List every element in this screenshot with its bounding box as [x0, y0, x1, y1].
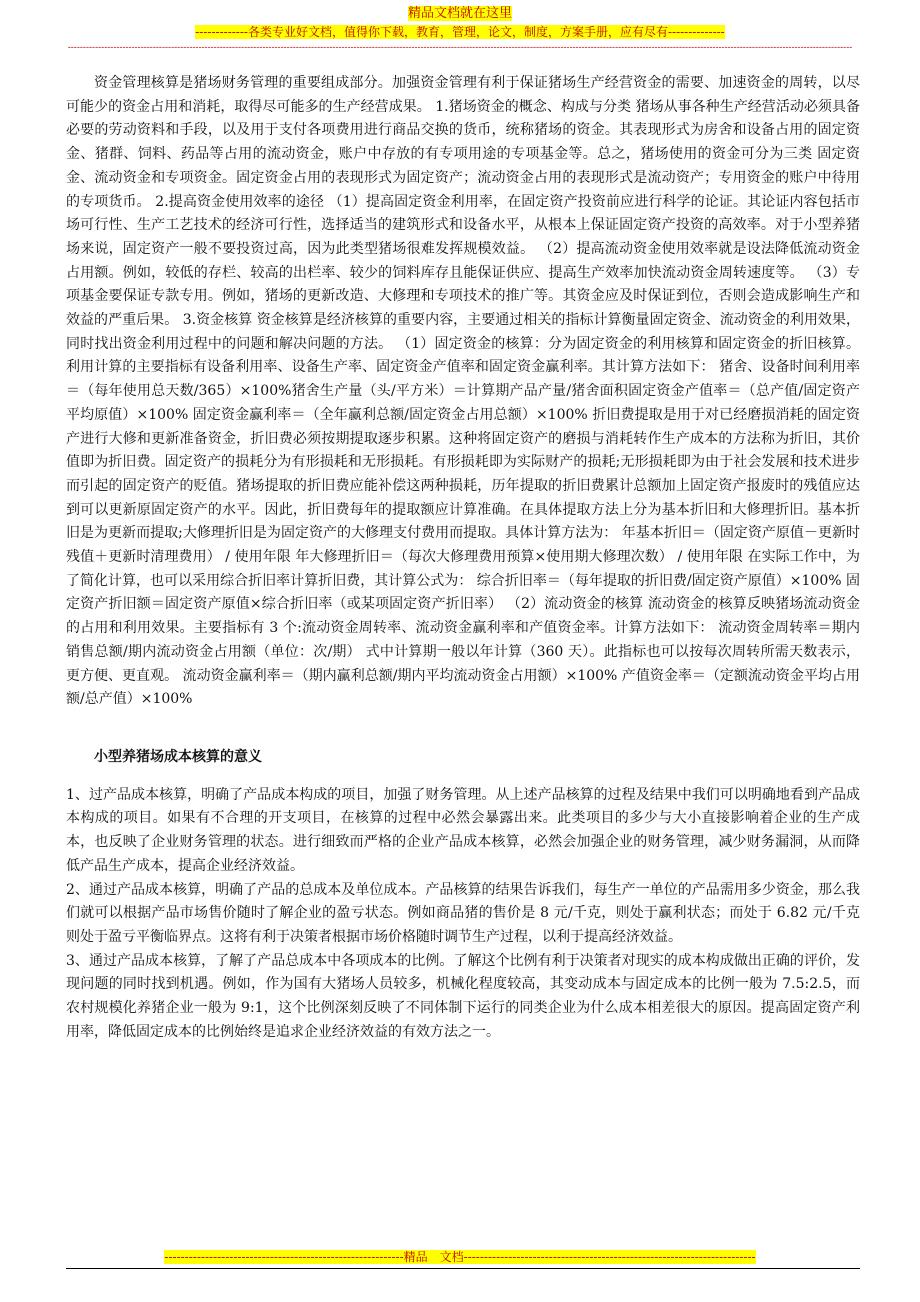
footer-text: -----------------------------------------------------------精品 文档------------------------------------------------------------------------: [164, 1250, 756, 1264]
section-paragraph-1: 1、过产品成本核算，明确了产品成本构成的项目，加强了财务管理。从上述产品核算的过程及结果中我们可以明确地看到产品成本构成的项目。如果有不合理的开支项目，在核算的过程中必然会暴露出来。此类项目的多少与大小直接影响着企业的生产成本，也反映了企业财务管理的状态。进行细致而严格的企业产品成本核算，必然会加强企业的财务管理，减少财务漏洞，从而降低产品生产成本，提高企业经济效益。: [66, 786, 860, 874]
document-body: [66, 72, 860, 1044]
spacer: [66, 712, 860, 736]
footer: [0, 1250, 920, 1264]
section-paragraph-3: 3、通过产品成本核算，了解了产品总成本中各项成本的比例。了解这个比例有利于决策者对现实的成本构成做出正确的评价，发现问题的同时找到机遇。例如，作为国有大猪场人员较多，机械化程度较高，其变动成本与固定成本的比例一般为 7.5:2.5，而农村规模化养猪企业一般为 9:1，这个比例深刻反映了不同体制下运行的同类企业为什么成本相差很大的原因。提高固定资产利用率，降低固定成本的比例始终是追求企业经济效益的有效方法之一。: [66, 952, 860, 1040]
banner-subtitle: [0, 24, 920, 40]
footer-divider: [66, 1268, 860, 1269]
banner-title-text: 精品文档就在这里: [407, 6, 512, 21]
banner-subtitle-text: -------------各类专业好文档，值得你下载，教育，管理，论文，制度，方案手册，应有尽有--------------: [195, 25, 725, 39]
section-paragraph-2: 2、通过产品成本核算，明确了产品的总成本及单位成本。产品核算的结果告诉我们，每生产一单位的产品需用多少资金，那么我们就可以根据产品市场售价随时了解企业的盈亏状态。例如商品猪的售价是 8 元/千克，则处于赢利状态；而处于 6.82 元/千克则处于盈亏平衡临界点。这将有利于决策者根据市场价格随时调节生产过程，以利于提高经济效益。: [66, 881, 860, 945]
banner-rule: ------------------------------------------------------------------------------------------------------------------------------------------------------------------------------------------------------------------------------------------------------------------: [67, 43, 853, 53]
main-paragraph: 资金管理核算是猪场财务管理的重要组成部分。加强资金管理有利于保证猪场生产经营资金的需要、加速资金的周转，以尽可能少的资金占用和消耗，取得尽可能多的生产经营成果。 1.猪场资金的概念、构成与分类 猪场从事各种生产经营活动必须具备必要的劳动资料和手段，以及用于支付各项费用进行商品交换的货币，统称猪场的资金。其表现形式为房舍和设备占用的固定资金、猪群、饲料、药品等占用的流动资金，账户中存放的有专项用途的专项基金等。总之，猪场使用的资金可分为三类 固定资金、流动资金和专项资金。固定资金占用的表现形式为固定资产；流动资金占用的表现形式是流动资产；专用资金的账户中待用的专项货币。 2.提高资金使用效率的途径 （1）提高固定资金利用率，在固定资产投资前应进行科学的论证。其论证内容包括市场可行性、生产工艺技术的经济可行性，选择适当的建筑形式和设备水平，从根本上保证固定资产投资的高效率。对于小型养猪场来说，固定资产一般不要投资过高，因为此类型猪场很难发挥规模效益。 （2）提高流动资金使用效率就是设法降低流动资金占用额。例如，较低的存栏、较高的出栏率、较少的饲料库存且能保证供应、提高生产效率加快流动资金周转速度等。 （3）专项基金要保证专款专用。例如，猪场的更新改造、大修理和专项技术的推广等。其资金应及时保证到位，否则会造成影响生产和效益的严重后果。 3.资金核算 资金核算是经济核算的重要内容，主要通过相关的指标计算衡量固定资金、流动资金的利用效果，同时找出资金利用过程中的问题和解决问题的方法。 （1）固定资金的核算：分为固定资金的利用核算和固定资金的折旧核算。利用计算的主要指标有设备利用率、设备生产率、固定资金产值率和固定资金赢利率。其计算方法如下： 猪舍、设备时间利用率＝（每年使用总天数/365）×100%猪舍生产量（头/平方米）＝计算期产品产量/猪舍面积固定资金产值率＝（总产值/固定资产平均原值）×100% 固定资金赢利率＝（全年赢利总额/固定资金占用总额）×100% 折旧费提取是用于对已经磨损消耗的固定资产进行大修和更新准备资金，折旧费必须按期提取逐步积累。这种将固定资产的磨损与消耗转作生产成本的方法称为折旧，其价值即为折旧费。固定资产的损耗分为有形损耗和无形损耗。有形损耗即为实际财产的损耗;无形损耗即为由于社会发展和技术进步而引起的固定资产的贬值。猪场提取的折旧费应能补偿这两种损耗，历年提取的折旧费累计总额加上固定资产报废时的残值应达到可以更新原固定资产的水平。因此，折旧费每年的提取额应计算准确。在具体提取方法上分为基本折旧和大修理折旧。基本折旧是为更新而提取;大修理折旧是为固定资产的大修理支付费用而提取。具体计算方法为： 年基本折旧＝（固定资产原值－更新时残值＋更新时清理费用） / 使用年限 年大修理折旧＝（每次大修理费用预算×使用期大修理次数） / 使用年限 在实际工作中，为了简化计算，也可以采用综合折旧率计算折旧费，其计算公式为： 综合折旧率＝（每年提取的折旧费/固定资产原值）×100% 固定资产折旧额＝固定资产原值×综合折旧率（或某项固定资产折旧率） （2）流动资金的核算 流动资金的核算反映猪场流动资金的占用和利用效果。主要指标有 3 个:流动资金周转率、流动资金赢利率和产值资金率。计算方法如下： 流动资金周转率＝期内销售总额/期内流动资金占用额（单位：次/期） 式中计算期一般以年计算（360 天）。此指标也可以按每次周转所需天数表示，更方便、更直观。 流动资金赢利率＝（期内赢利总额/期内平均流动资金占用额）×100% 产值资金率＝（定额流动资金平均占用额/总产值）×100%: [66, 75, 860, 708]
banner-title: [0, 6, 920, 22]
section-heading: 小型养猪场成本核算的意义: [94, 748, 262, 765]
